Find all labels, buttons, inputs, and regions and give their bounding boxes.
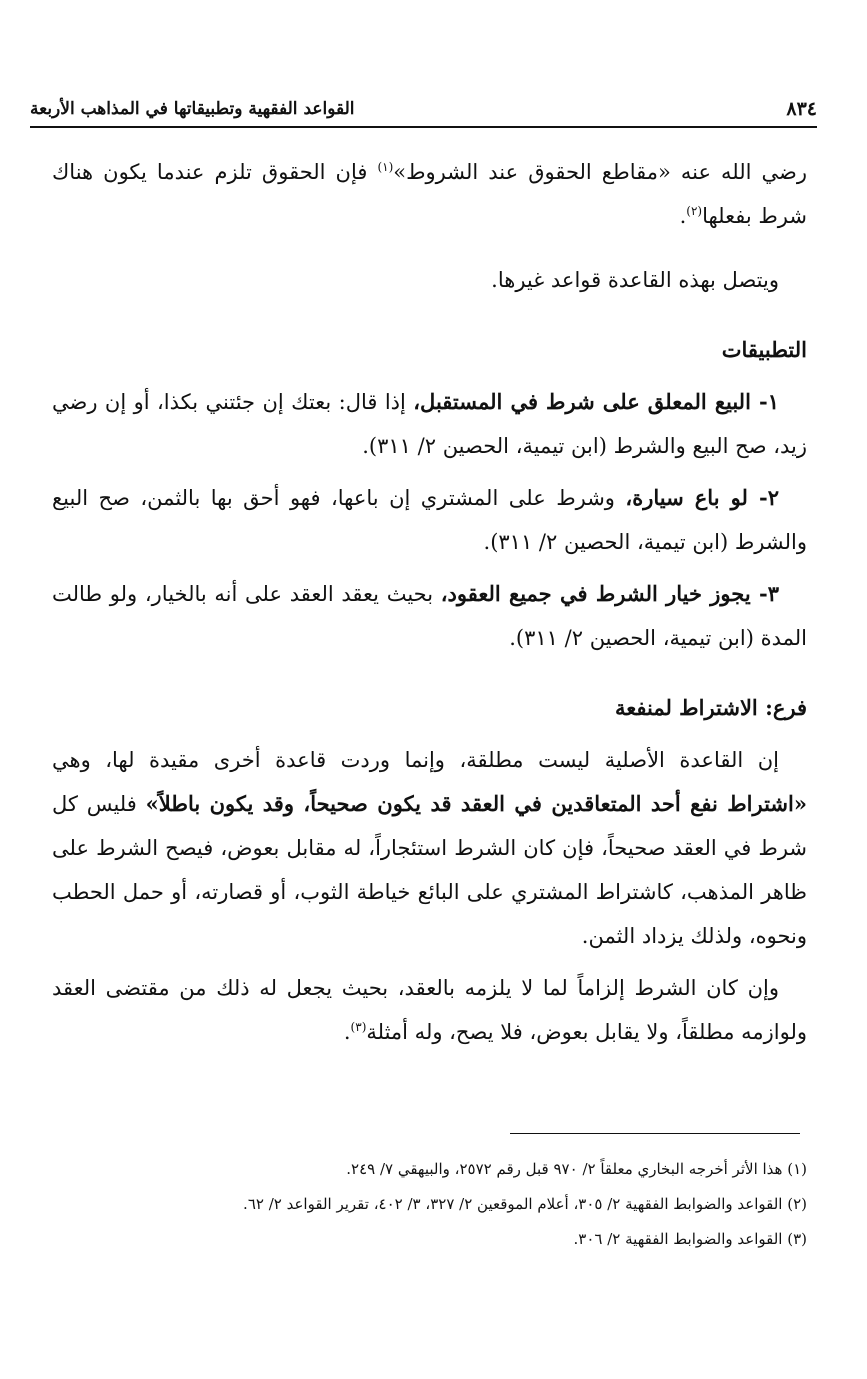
application-item-1-title: ١- البيع المعلق على شرط في المستقبل، <box>413 389 779 414</box>
applications-heading: التطبيقات <box>721 337 807 362</box>
branch-p2-text: وإن كان الشرط إلزاماً لما لا يلزمه بالعقد، بحيث يجعل له ذلك من مقتضى العقد ولوازمه مطلقاً، ولا يقابل بعوض، فلا يصح، وله أمثلة <box>52 976 807 1044</box>
application-item-1 <box>52 380 807 468</box>
related-rules-line: ويتصل بهذه القاعدة قواعد غيرها. <box>491 268 779 292</box>
branch-p1-start: إن القاعدة الأصلية ليست مطلقة، وإنما وردت قاعدة أخرى مقيدة لها، وهي <box>52 748 779 772</box>
footnote-divider <box>510 1133 800 1134</box>
footnote-ref-3[interactable]: (٣) <box>350 1020 367 1034</box>
application-item-2-title: ٢- لو باع سيارة، <box>625 485 780 510</box>
branch-paragraph-1 <box>52 738 807 958</box>
footnote-ref-1[interactable]: (١) <box>377 160 394 174</box>
branch-p2-end: . <box>343 1020 351 1044</box>
intro-text: رضي الله عنه «مقاطع الحقوق عند الشروط» <box>393 160 807 184</box>
branch-p1-rule: «اشتراط نفع أحد المتعاقدين في العقد قد يكون صحيحاً، وقد يكون باطلاً» <box>145 791 807 816</box>
branch-paragraph-2 <box>52 966 807 1054</box>
running-title: القواعد الفقهية وتطبيقاتها في المذاهب الأربعة <box>30 99 355 119</box>
application-item-2 <box>52 476 807 564</box>
application-item-3-title: ٣- يجوز خيار الشرط في جميع العقود، <box>440 581 779 606</box>
intro-text-cont: فإن الحقوق تلزم عندما يكون هناك شرط بفعلها <box>52 160 807 228</box>
page-header <box>30 92 817 128</box>
footnotes <box>60 1152 807 1257</box>
branch-p1-end: فليس كل شرط في العقد صحيحاً، فإن كان الشرط استئجاراً، له مقابل بعوض، فيصح الشرط على ظاهر المذهب، كاشتراط المشتري على البائع خياطة الثوب، أو قصارته، أو حمل الحطب ونحوه، ولذلك يزداد الثمن. <box>52 792 807 948</box>
intro-text-end: . <box>679 204 687 228</box>
application-item-3 <box>52 572 807 660</box>
intro-paragraph <box>52 150 807 238</box>
page-body <box>52 150 807 1054</box>
footnote-3: (٣) القواعد والضوابط الفقهية ٢/ ٣٠٦. <box>573 1230 807 1248</box>
application-item-1-text: إذا قال: بعتك إن جئتني بكذا، أو إن رضي زيد، صح البيع والشرط (ابن تيمية، الحصين ٢/ ٣١١). <box>52 390 807 458</box>
footnote-2: (٢) القواعد والضوابط الفقهية ٢/ ٣٠٥، أعلام الموقعين ٢/ ٣٢٧، ٣/ ٤٠٢، تقرير القواعد ٢/ ٦٢. <box>243 1195 807 1213</box>
page-number: ٨٣٤ <box>786 98 817 120</box>
footnote-1: (١) هذا الأثر أخرجه البخاري معلقاً ٢/ ٩٧٠ قبل رقم ٢٥٧٢، والبيهقي ٧/ ٢٤٩. <box>346 1160 807 1178</box>
branch-heading: فرع: الاشتراط لمنفعة <box>614 695 807 720</box>
application-item-2-text: وشرط على المشتري إن باعها، فهو أحق بها بالثمن، صح البيع والشرط (ابن تيمية، الحصين ٢/ ٣١١). <box>52 486 807 554</box>
application-item-3-text: بحيث يعقد العقد على أنه بالخيار، ولو طالت المدة (ابن تيمية، الحصين ٢/ ٣١١). <box>52 582 807 650</box>
footnote-ref-2[interactable]: (٢) <box>686 204 703 218</box>
